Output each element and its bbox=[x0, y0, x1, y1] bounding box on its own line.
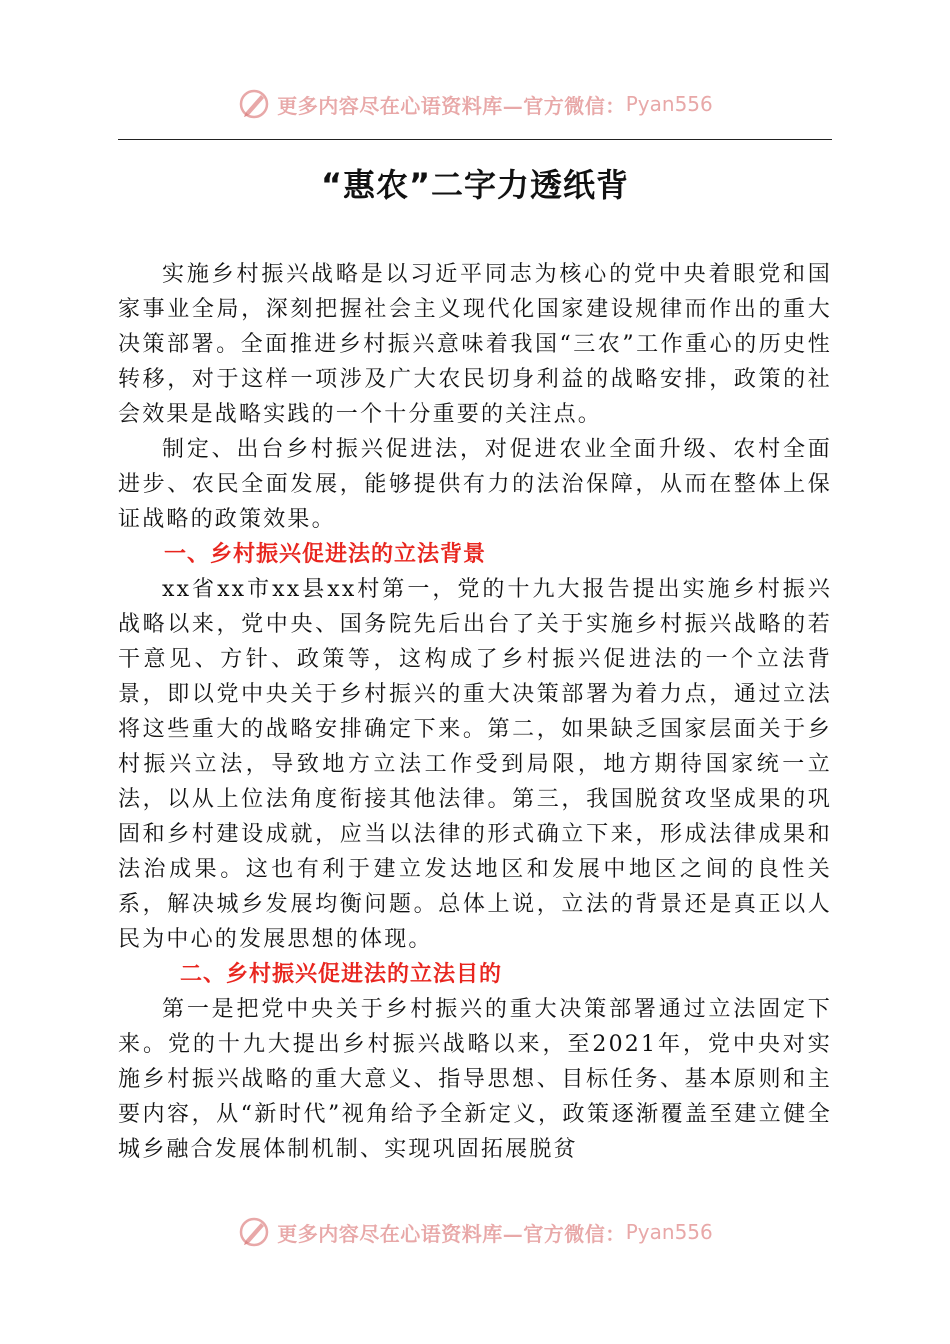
footer-watermark-banner bbox=[0, 1212, 950, 1252]
watermark-text: 更多内容尽在心语资料库—官方微信： bbox=[277, 1221, 626, 1246]
paragraph-purpose: 第一是把党中央关于乡村振兴的重大决策部署通过立法固定下来。党的十九大提出乡村振兴战略以来，至2021年，党中央对实施乡村振兴战略的重大意义、指导思想、目标任务、基本原则和主要内容，从“新时代”视角给予全新定义，政策逐渐覆盖至建立健全城乡融合发展体制机制、实现巩固拓展脱贫 bbox=[118, 997, 832, 1162]
document-title: “惠农”二字力透纸背 bbox=[320, 166, 630, 204]
watermark-wechat-id: Pyan556 bbox=[625, 92, 713, 116]
document-body bbox=[118, 257, 832, 1167]
paragraph-intro: 实施乡村振兴战略是以习近平同志为核心的党中央着眼党和国家事业全局，深刻把握社会主义现代化国家建设规律而作出的重大决策部署。全面推进乡村振兴意味着我国“三农”工作重心的历史性转移，对于这样一项涉及广大农民切身利益的战略安排，政策的社会效果是战略实践的一个十分重要的关注点。 bbox=[118, 262, 832, 427]
watermark-wechat-id: Pyan556 bbox=[625, 1220, 713, 1244]
header-watermark-banner bbox=[0, 84, 950, 124]
paragraph-law: 制定、出台乡村振兴促进法，对促进农业全面升级、农村全面进步、农民全面发展，能够提供有力的法治保障，从而在整体上保证战略的政策效果。 bbox=[118, 437, 832, 532]
pen-logo-icon bbox=[237, 87, 271, 121]
section-heading-background: 一、乡村振兴促进法的立法背景 bbox=[164, 542, 487, 567]
paragraph-background: xx省xx市xx县xx村第一，党的十九大报告提出实施乡村振兴战略以来，党中央、国务院先后出台了关于实施乡村振兴战略的若干意见、方针、政策等，这构成了乡村振兴促进法的一个立法背景，即以党中央关于乡村振兴的重大决策部署为着力点，通过立法将这些重大的战略安排确定下来。第二，如果缺乏国家层面关于乡村振兴立法，导致地方立法工作受到局限，地方期待国家统一立法，以从上位法角度衔接其他法律。第三，我国脱贫攻坚成果的巩固和乡村建设成就，应当以法律的形式确立下来，形成法律成果和法治成果。这也有利于建立发达地区和发展中地区之间的良性关系，解决城乡发展均衡问题。总体上说，立法的背景还是真正以人民为中心的发展思想的体现。 bbox=[118, 577, 832, 952]
watermark-text: 更多内容尽在心语资料库—官方微信： bbox=[277, 93, 626, 118]
pen-logo-icon bbox=[237, 1215, 271, 1249]
section-heading-purpose: 二、乡村振兴促进法的立法目的 bbox=[180, 962, 503, 987]
header-divider bbox=[118, 139, 832, 140]
